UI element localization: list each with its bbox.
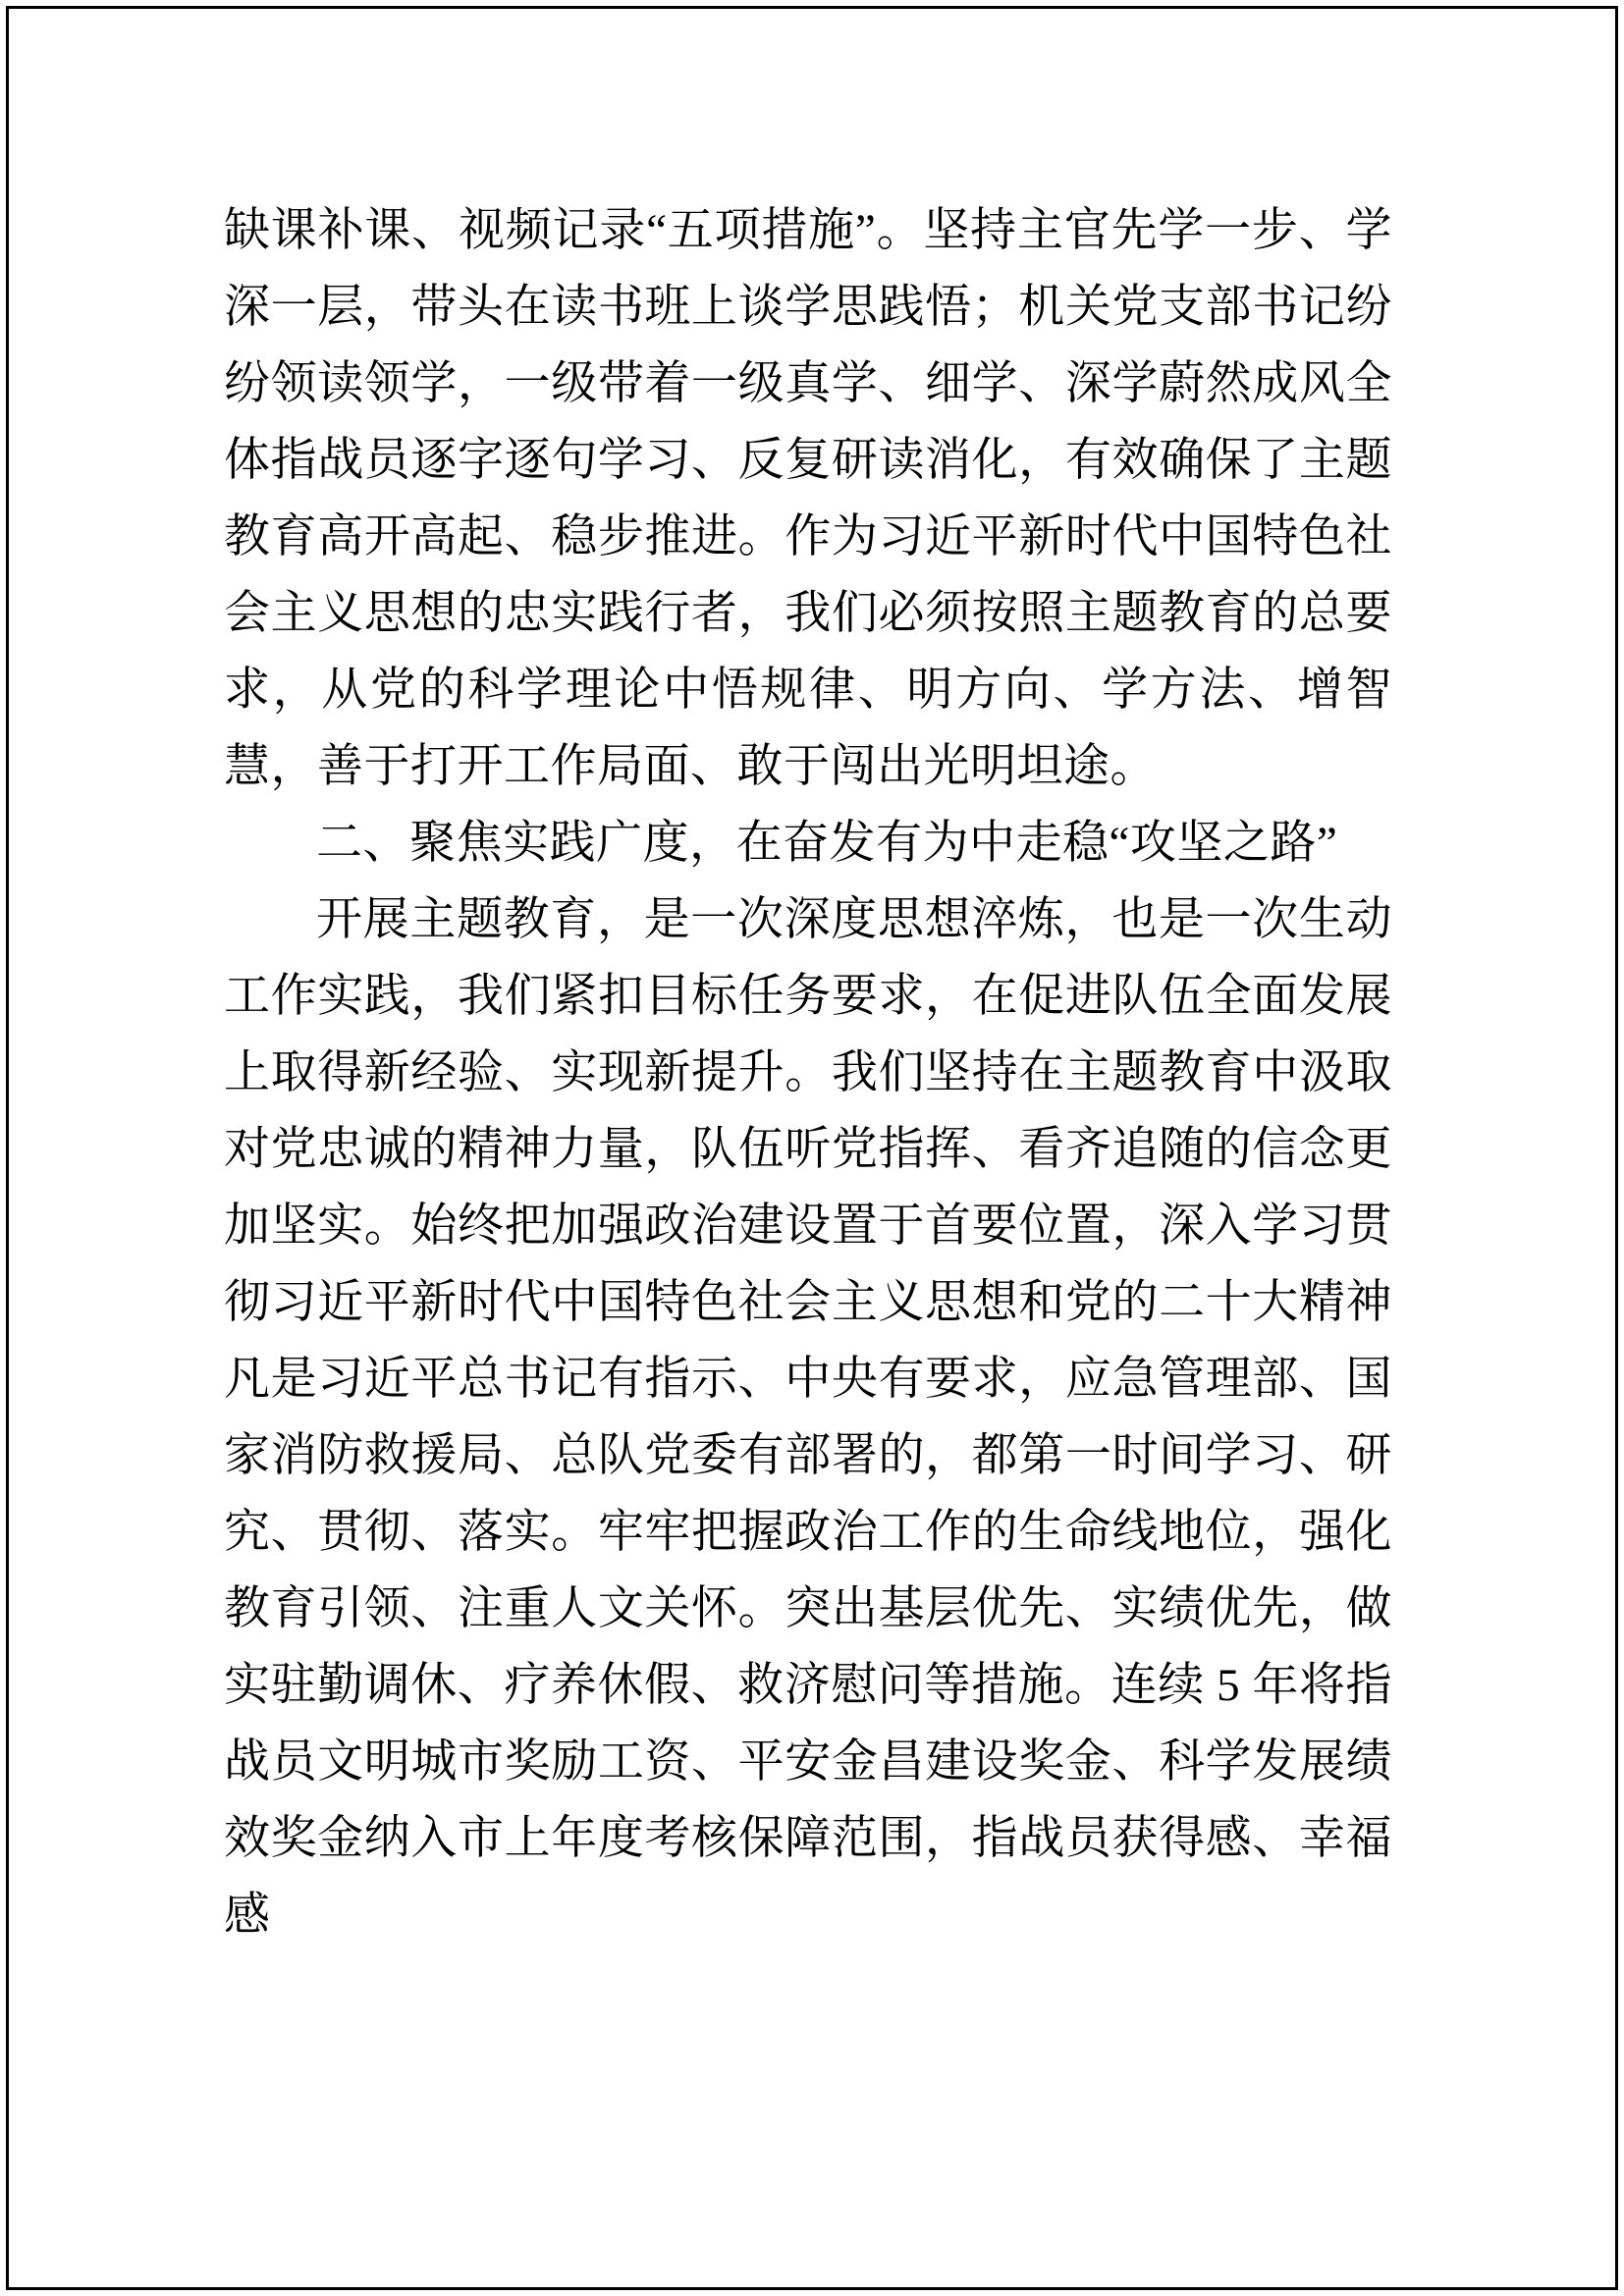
section-heading-two: 二、聚焦实践广度，在奋发有为中走稳“攻坚之路”: [316, 818, 1338, 869]
paragraph-3: 开展主题教育，是一次深度思想淬炼，也是一次生动工作实践，我们紧扣目标任务要求，在促进队伍全面发展上取得新经验、实现新提升。我们坚持在主题教育中汲取对党忠诚的精神力量，队伍听党指挥、看齐追随的信念更加坚实。始终把加强政治建设置于首要位置，深入学习贯彻习近平新时代中国特色社会主义思想和党的二十大精神凡是习近平总书记有指示、中央有要求，应急管理部、国家消防救援局、总队党委有部署的，都第一时间学习、研究、贯彻、落实。牢牢把握政治工作的生命线地位，强化教育引领、注重人文关怀。突出基层优先、实绩优先，做实驻勤调休、疗养休假、救济慰问等措施。连续 5 年将指战员文明城市奖励工资、平安金昌建设奖金、科学发展绩效奖金纳入市上年度考核保障范围，指战员获得感、幸福感: [224, 894, 1392, 1941]
paragraph-1: 缺课补课、视频记录“五项措施”。坚持主官先学一步、学深一层，带头在读书班上谈学思践悟；机关党支部书记纷纷领读领学，一级带着一级真学、细学、深学蔚然成风全体指战员逐字逐句学习、反复研读消化，有效确保了主题教育高开高起、稳步推进。作为习近平新时代中国特色社会主义思想的忠实践行者，我们必须按照主题教育的总要求，从党的科学理论中悟规律、明方向、学方法、增智慧，善于打开工作局面、敢于闯出光明坦途。: [224, 205, 1392, 792]
document-body: [224, 192, 1392, 1953]
